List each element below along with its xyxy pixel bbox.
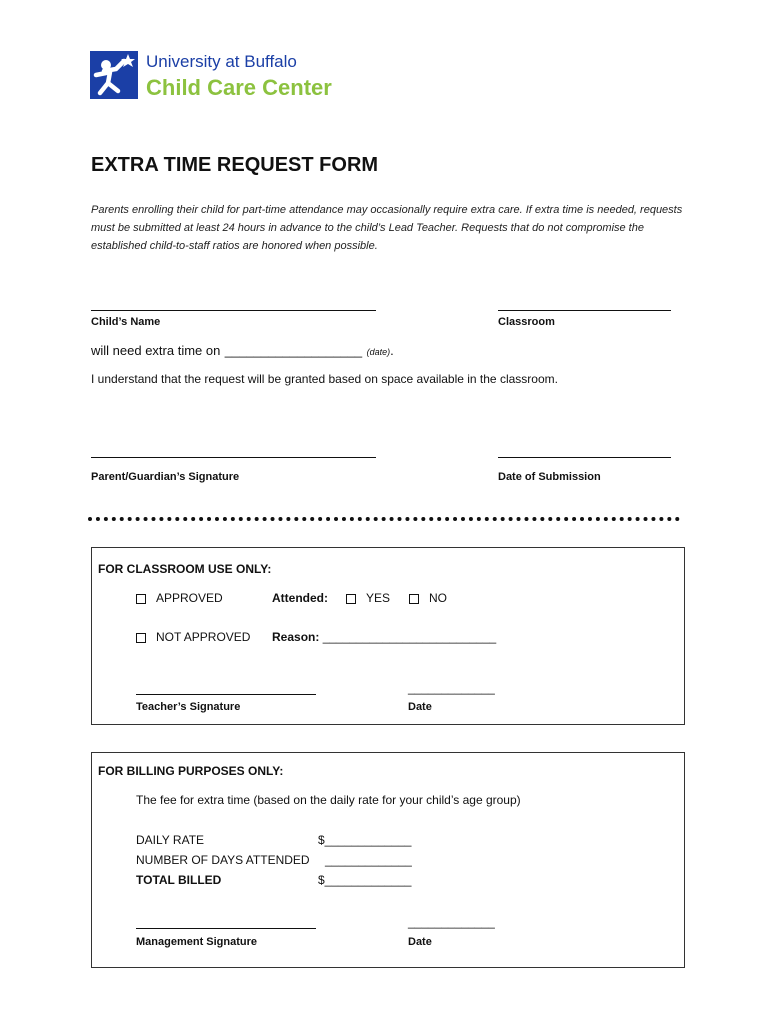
date-hint: (date) bbox=[366, 347, 391, 357]
yes-option[interactable] bbox=[346, 591, 390, 605]
parent-signature-line[interactable] bbox=[91, 457, 376, 458]
logo-mark bbox=[90, 51, 138, 99]
attended-label: Attended: bbox=[272, 591, 328, 605]
not-approved-option[interactable] bbox=[136, 630, 250, 644]
logo-university: University at Buffalo bbox=[146, 52, 297, 71]
daily-rate-value[interactable]: $_____________ bbox=[318, 833, 412, 847]
extra-time-date-blank[interactable]: ___________________ bbox=[224, 343, 363, 358]
cut-separator bbox=[88, 517, 680, 521]
no-checkbox[interactable] bbox=[409, 594, 419, 604]
form-title: EXTRA TIME REQUEST FORM bbox=[91, 154, 379, 176]
yes-checkbox[interactable] bbox=[346, 594, 356, 604]
classroom-label: Classroom bbox=[498, 316, 555, 328]
approved-option[interactable] bbox=[136, 591, 223, 605]
reason-label: Reason: bbox=[272, 630, 320, 644]
billing-date-label: Date bbox=[408, 936, 432, 948]
classroom-date-label: Date bbox=[408, 701, 432, 713]
management-signature-line[interactable] bbox=[136, 928, 316, 929]
teacher-signature-label: Teacher’s Signature bbox=[136, 701, 241, 713]
reason-blank[interactable]: __________________________ bbox=[322, 630, 497, 644]
total-billed-label: TOTAL BILLED bbox=[136, 873, 222, 887]
billing-heading: FOR BILLING PURPOSES ONLY: bbox=[98, 764, 284, 778]
fee-text: The fee for extra time (based on the daily rate for your child’s age group) bbox=[136, 793, 521, 807]
daily-rate-label: DAILY RATE bbox=[136, 833, 205, 847]
extra-time-prefix: will need extra time on bbox=[91, 343, 221, 358]
reason-row bbox=[272, 630, 496, 644]
date-of-submission-label: Date of Submission bbox=[498, 471, 601, 483]
intro-text: Parents enrolling their child for part-time attendance may occasionally require extra care. If extra time is needed, requests must be submitted at least 24 hours in advance to the child’s Lead Teacher. Requests that do not compromise the established child-to-staff ratios are honored when possible. bbox=[91, 204, 683, 252]
approved-label: APPROVED bbox=[156, 591, 223, 605]
no-label: NO bbox=[429, 591, 447, 605]
yes-label: YES bbox=[366, 591, 391, 605]
child-figure-star-icon bbox=[90, 51, 138, 99]
total-billed-value[interactable]: $_____________ bbox=[318, 873, 412, 887]
classroom-heading: FOR CLASSROOM USE ONLY: bbox=[98, 562, 272, 576]
extra-time-row bbox=[91, 342, 394, 360]
no-option[interactable] bbox=[409, 591, 447, 605]
days-attended-value[interactable]: _____________ bbox=[325, 853, 412, 867]
classroom-line[interactable] bbox=[498, 310, 671, 311]
management-signature-label: Management Signature bbox=[136, 936, 258, 948]
classroom-date-blank[interactable]: _____________ bbox=[408, 681, 495, 695]
parent-signature-label: Parent/Guardian’s Signature bbox=[91, 471, 240, 483]
billing-date-blank[interactable]: _____________ bbox=[408, 915, 495, 929]
childs-name-line[interactable] bbox=[91, 310, 376, 311]
logo-center-name: Child Care Center bbox=[146, 75, 332, 100]
understand-text: I understand that the request will be granted based on space available in the classroom. bbox=[91, 372, 558, 386]
not-approved-label: NOT APPROVED bbox=[156, 630, 251, 644]
period: . bbox=[390, 343, 394, 358]
childs-name-label: Child’s Name bbox=[91, 316, 161, 328]
submission-date-line[interactable] bbox=[498, 457, 671, 458]
days-attended-label: NUMBER OF DAYS ATTENDED bbox=[136, 853, 310, 867]
not-approved-checkbox[interactable] bbox=[136, 633, 146, 643]
approved-checkbox[interactable] bbox=[136, 594, 146, 604]
teacher-signature-line[interactable] bbox=[136, 694, 316, 695]
